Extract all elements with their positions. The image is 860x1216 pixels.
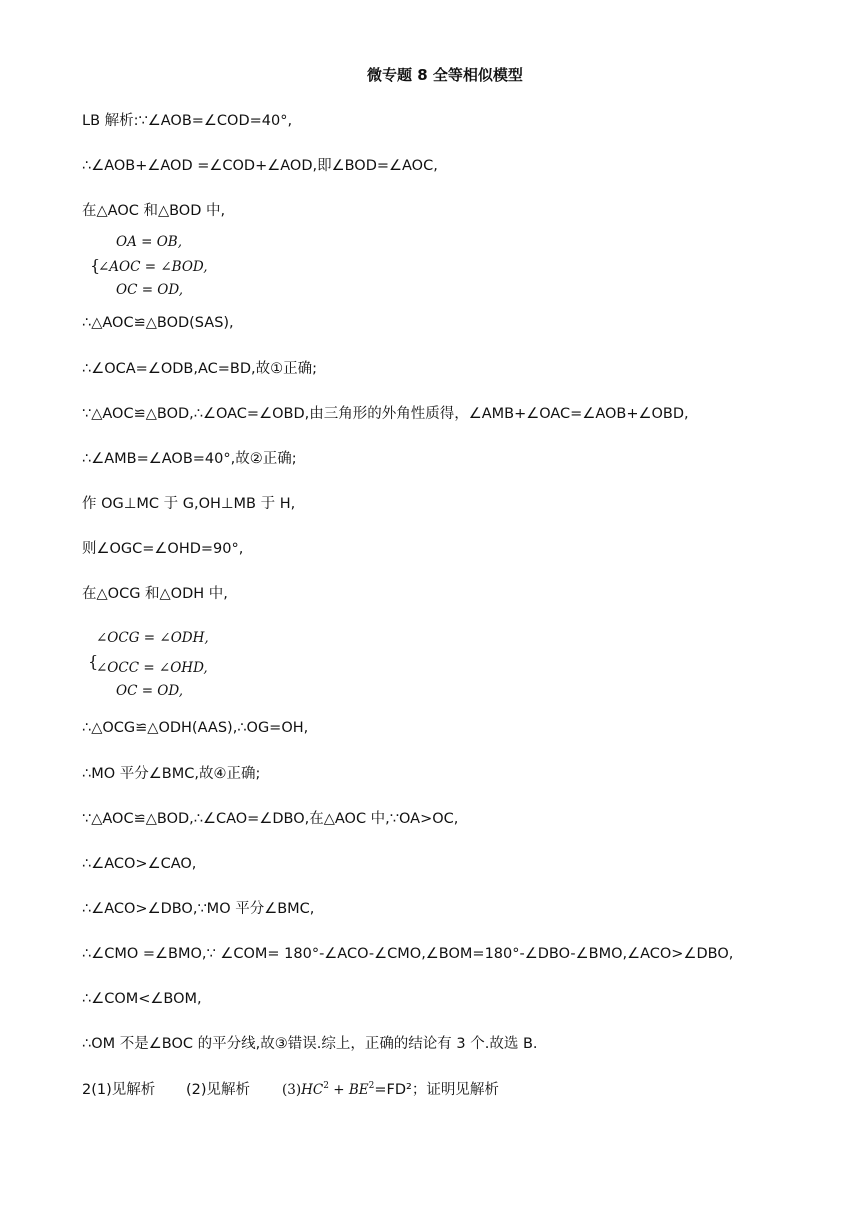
answer-part-2: (2)见解析: [186, 1082, 251, 1098]
answer-term-be: BE: [348, 1082, 369, 1098]
answer-part-3-rest: =FD²；证明见解析: [374, 1082, 499, 1098]
equation-system-1: [82, 232, 282, 302]
solution-line: ∴△AOC≌△BOD(SAS),: [82, 315, 234, 331]
solution-line: 作 OG⊥MC 于 G,OH⊥MB 于 H,: [82, 496, 296, 512]
solution-line: ∴OM 不是∠BOC 的平分线,故③错误.综上，正确的结论有 3 个.故选 B.: [82, 1036, 538, 1052]
solution-line: ∴△OCG≌△ODH(AAS),∴OG=OH,: [82, 720, 309, 736]
equation-line: OA = OB,: [116, 234, 182, 250]
brace-symbol: {: [88, 652, 99, 671]
solution-line: ∴∠ACO>∠CAO,: [82, 856, 197, 872]
brace-symbol: {: [90, 256, 101, 275]
equation-line: OC = OD,: [116, 282, 183, 298]
solution-line: ∴∠AOB+∠AOD =∠COD+∠AOD,即∠BOD=∠AOC,: [82, 158, 438, 174]
answer-term-hc: HC: [301, 1082, 324, 1098]
solution-line: LB 解析:∵∠AOB=∠COD=40°,: [82, 113, 293, 129]
answer-part-3-prefix: (3): [282, 1082, 302, 1098]
solution-line: ∴∠ACO>∠DBO,∵MO 平分∠BMC,: [82, 901, 315, 917]
solution-line: ∴MO 平分∠BMC,故④正确;: [82, 766, 261, 782]
equation-line: ∠AOC = ∠BOD,: [98, 259, 208, 275]
solution-line: ∴∠OCA=∠ODB,AC=BD,故①正确;: [82, 361, 318, 377]
page-title: 微专题 8 全等相似模型: [367, 66, 523, 84]
answer-exponent: 2: [368, 1081, 375, 1092]
equation-line: OC = OD,: [116, 683, 183, 699]
solution-line: 在△AOC 和△BOD 中,: [82, 203, 226, 219]
solution-line: 则∠OGC=∠OHD=90°,: [82, 541, 244, 557]
solution-line: ∴∠AMB=∠AOB=40°,故②正确;: [82, 451, 297, 467]
answer-part-1: 2(1)见解析: [82, 1082, 156, 1098]
equation-line: ∠OCG = ∠ODH,: [96, 630, 209, 646]
answer-exponent: 2: [323, 1081, 329, 1092]
solution-line: ∴∠COM<∠BOM,: [82, 991, 202, 1007]
equation-line: ∠OCC = ∠OHD,: [96, 660, 208, 676]
solution-line: ∴∠CMO =∠BMO,∵ ∠COM= 180°-∠ACO-∠CMO,∠BOM=180°-∠DBO-∠BMO,∠ACO>∠DBO,: [82, 946, 734, 962]
solution-line: 在△OCG 和△ODH 中,: [82, 586, 228, 602]
equation-system-2: [82, 628, 282, 704]
answer-plus: +: [328, 1082, 349, 1098]
solution-line: ∵△AOC≌△BOD,∴∠CAO=∠DBO,在△AOC 中,∵OA>OC,: [82, 811, 459, 827]
answer-part-3: [282, 1078, 499, 1099]
solution-line: ∵△AOC≌△BOD,∴∠OAC=∠OBD,由三角形的外角性质得，∠AMB+∠OAC=∠AOB+∠OBD,: [82, 406, 689, 422]
